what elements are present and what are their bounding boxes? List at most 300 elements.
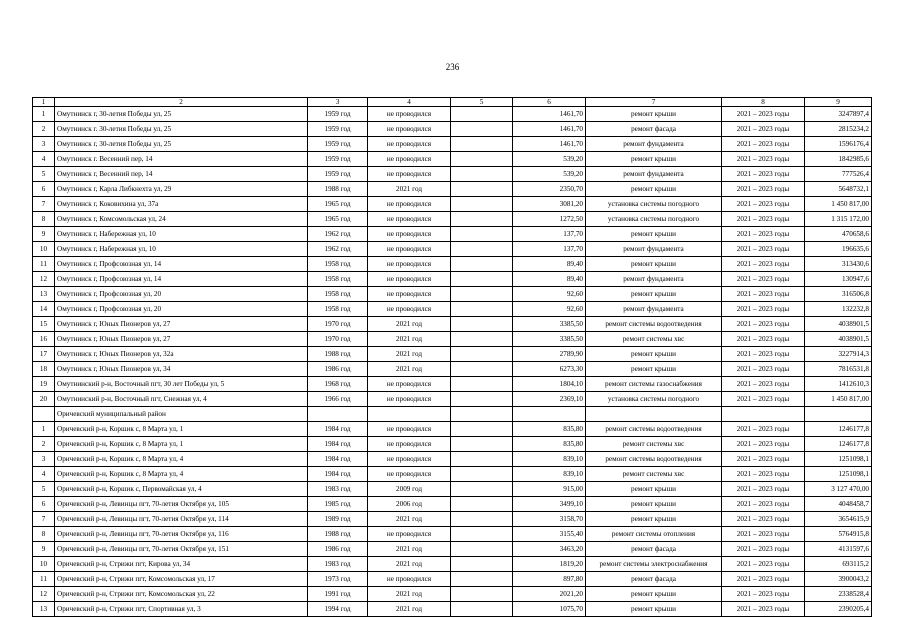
build-year-cell: 1985 год xyxy=(308,497,368,512)
area-cell: 6273,30 xyxy=(513,362,586,377)
empty-cell xyxy=(368,407,451,422)
empty-cell xyxy=(451,137,513,152)
row-number: 8 xyxy=(33,212,55,227)
address-cell: Оричевский р-н, Стрижи пгт, Комсомольская ул, 22 xyxy=(55,587,308,602)
row-number: 4 xyxy=(33,467,55,482)
build-year-cell: 1958 год xyxy=(308,257,368,272)
work-type-cell: ремонт крыши xyxy=(586,482,722,497)
build-year-cell: 1986 год xyxy=(308,542,368,557)
build-year-cell: 1959 год xyxy=(308,107,368,122)
last-overhaul-cell: 2021 год xyxy=(368,557,451,572)
column-header: 8 xyxy=(722,98,805,107)
period-cell: 2021 – 2023 годы xyxy=(722,512,805,527)
table-row xyxy=(33,347,872,362)
address-cell: Омутнинск г, Юных Пионеров ул, 34 xyxy=(55,362,308,377)
last-overhaul-cell: 2021 год xyxy=(368,542,451,557)
work-type-cell: ремонт системы водоотведения xyxy=(586,422,722,437)
work-type-cell: ремонт фасада xyxy=(586,122,722,137)
period-cell: 2021 – 2023 годы xyxy=(722,167,805,182)
last-overhaul-cell: не проводился xyxy=(368,437,451,452)
address-cell: Омутнинск г, 30-летия Победы ул, 25 xyxy=(55,137,308,152)
cost-cell: 2815234,2 xyxy=(805,122,872,137)
row-number: 9 xyxy=(33,227,55,242)
row-number: 12 xyxy=(33,272,55,287)
cost-cell: 3900043,2 xyxy=(805,572,872,587)
address-cell: Оричевский р-н, Стрижи пгт, Спортивная ул, 3 xyxy=(55,602,308,617)
last-overhaul-cell: 2009 год xyxy=(368,482,451,497)
area-cell: 2021,20 xyxy=(513,587,586,602)
empty-cell xyxy=(451,122,513,137)
work-type-cell: ремонт крыши xyxy=(586,602,722,617)
section-row xyxy=(33,407,872,422)
area-cell: 3463,20 xyxy=(513,542,586,557)
last-overhaul-cell: не проводился xyxy=(368,152,451,167)
row-number: 10 xyxy=(33,242,55,257)
period-cell: 2021 – 2023 годы xyxy=(722,542,805,557)
build-year-cell: 1988 год xyxy=(308,182,368,197)
last-overhaul-cell: не проводился xyxy=(368,212,451,227)
period-cell: 2021 – 2023 годы xyxy=(722,227,805,242)
row-number: 7 xyxy=(33,512,55,527)
build-year-cell: 1962 год xyxy=(308,242,368,257)
empty-cell xyxy=(451,527,513,542)
build-year-cell: 1984 год xyxy=(308,452,368,467)
work-type-cell: установка системы погодного xyxy=(586,392,722,407)
last-overhaul-cell: 2021 год xyxy=(368,362,451,377)
empty-cell xyxy=(451,587,513,602)
period-cell: 2021 – 2023 годы xyxy=(722,362,805,377)
cost-cell: 2390205,4 xyxy=(805,602,872,617)
table-row xyxy=(33,482,872,497)
cost-cell: 313430,6 xyxy=(805,257,872,272)
build-year-cell: 1983 год xyxy=(308,557,368,572)
period-cell: 2021 – 2023 годы xyxy=(722,152,805,167)
column-header: 3 xyxy=(308,98,368,107)
column-header: 2 xyxy=(55,98,308,107)
build-year-cell: 1984 год xyxy=(308,467,368,482)
row-number: 7 xyxy=(33,197,55,212)
work-type-cell: ремонт крыши xyxy=(586,107,722,122)
build-year-cell: 1958 год xyxy=(308,287,368,302)
work-type-cell: ремонт крыши xyxy=(586,152,722,167)
period-cell: 2021 – 2023 годы xyxy=(722,272,805,287)
area-cell: 137,70 xyxy=(513,242,586,257)
cost-cell: 1251098,1 xyxy=(805,467,872,482)
period-cell: 2021 – 2023 годы xyxy=(722,242,805,257)
period-cell: 2021 – 2023 годы xyxy=(722,377,805,392)
build-year-cell: 1991 год xyxy=(308,587,368,602)
address-cell: Омутнинск г, Профсоюзная ул, 20 xyxy=(55,287,308,302)
empty-cell xyxy=(451,257,513,272)
period-cell: 2021 – 2023 годы xyxy=(722,212,805,227)
empty-cell xyxy=(722,407,805,422)
build-year-cell: 1984 год xyxy=(308,437,368,452)
empty-cell xyxy=(451,377,513,392)
row-number: 3 xyxy=(33,137,55,152)
period-cell: 2021 – 2023 годы xyxy=(722,572,805,587)
build-year-cell: 1988 год xyxy=(308,347,368,362)
address-cell: Омутнинск г, Коковихина ул, 37а xyxy=(55,197,308,212)
empty-cell xyxy=(451,287,513,302)
empty-cell xyxy=(451,317,513,332)
cost-cell: 130947,6 xyxy=(805,272,872,287)
table-row xyxy=(33,272,872,287)
work-type-cell: ремонт системы газоснабжения xyxy=(586,377,722,392)
empty-cell xyxy=(451,572,513,587)
address-cell: Оричевский р-н, Левинцы пгт, 70-летия Октября ул, 114 xyxy=(55,512,308,527)
cost-cell: 693115,2 xyxy=(805,557,872,572)
build-year-cell: 1959 год xyxy=(308,122,368,137)
last-overhaul-cell: 2021 год xyxy=(368,602,451,617)
area-cell: 3499,10 xyxy=(513,497,586,512)
period-cell: 2021 – 2023 годы xyxy=(722,347,805,362)
row-number: 11 xyxy=(33,257,55,272)
row-number: 10 xyxy=(33,557,55,572)
cost-cell: 3247897,4 xyxy=(805,107,872,122)
build-year-cell: 1970 год xyxy=(308,332,368,347)
work-type-cell: ремонт крыши xyxy=(586,512,722,527)
row-number: 13 xyxy=(33,287,55,302)
empty-cell xyxy=(513,407,586,422)
area-cell: 92,60 xyxy=(513,302,586,317)
cost-cell: 196635,6 xyxy=(805,242,872,257)
last-overhaul-cell: 2021 год xyxy=(368,182,451,197)
address-cell: Омутнинск г, Юных Пионеров ул, 27 xyxy=(55,317,308,332)
column-number-row xyxy=(33,98,872,107)
column-header: 9 xyxy=(805,98,872,107)
table-row xyxy=(33,362,872,377)
address-cell: Омутнинск г, Профсоюзная ул, 14 xyxy=(55,257,308,272)
address-cell: Омутнинск г, Набережная ул, 10 xyxy=(55,227,308,242)
area-cell: 3158,70 xyxy=(513,512,586,527)
work-type-cell: ремонт системы отопления xyxy=(586,527,722,542)
period-cell: 2021 – 2023 годы xyxy=(722,497,805,512)
row-number: 12 xyxy=(33,587,55,602)
empty-cell xyxy=(451,602,513,617)
table-row xyxy=(33,212,872,227)
empty-cell xyxy=(451,407,513,422)
last-overhaul-cell: не проводился xyxy=(368,197,451,212)
work-type-cell: ремонт системы хвс xyxy=(586,437,722,452)
empty-cell xyxy=(451,212,513,227)
build-year-cell: 1970 год xyxy=(308,317,368,332)
period-cell: 2021 – 2023 годы xyxy=(722,422,805,437)
address-cell: Оричевский р-н, Левинцы пгт, 70-летия Октября ул, 105 xyxy=(55,497,308,512)
build-year-cell: 1988 год xyxy=(308,527,368,542)
row-number: 18 xyxy=(33,362,55,377)
table-row xyxy=(33,287,872,302)
address-cell: Омутнинск г, Карла Либкнехта ул, 29 xyxy=(55,182,308,197)
empty-cell xyxy=(308,407,368,422)
address-cell: Омутнинский р-н, Восточный пгт, 30 лет Победы ул, 5 xyxy=(55,377,308,392)
work-type-cell: ремонт крыши xyxy=(586,347,722,362)
area-cell: 3385,50 xyxy=(513,332,586,347)
empty-cell xyxy=(586,407,722,422)
address-cell: Оричевский р-н, Коршик с, 8 Марта ул, 1 xyxy=(55,437,308,452)
work-type-cell: ремонт крыши xyxy=(586,497,722,512)
cost-cell: 777526,4 xyxy=(805,167,872,182)
area-cell: 1461,70 xyxy=(513,122,586,137)
period-cell: 2021 – 2023 годы xyxy=(722,437,805,452)
table-row xyxy=(33,107,872,122)
column-header: 7 xyxy=(586,98,722,107)
work-type-cell: ремонт фундамента xyxy=(586,302,722,317)
last-overhaul-cell: 2021 год xyxy=(368,347,451,362)
address-cell: Омутнинский р-н, Восточный пгт, Снежная ул, 4 xyxy=(55,392,308,407)
address-cell: Оричевский р-н, Коршик с, 8 Марта ул, 4 xyxy=(55,467,308,482)
row-number: 6 xyxy=(33,182,55,197)
empty-cell xyxy=(451,362,513,377)
cost-cell: 132232,8 xyxy=(805,302,872,317)
row-number: 14 xyxy=(33,302,55,317)
empty-cell xyxy=(451,392,513,407)
table-row xyxy=(33,122,872,137)
work-type-cell: установка системы погодного xyxy=(586,197,722,212)
last-overhaul-cell: не проводился xyxy=(368,302,451,317)
period-cell: 2021 – 2023 годы xyxy=(722,557,805,572)
period-cell: 2021 – 2023 годы xyxy=(722,317,805,332)
area-cell: 92,60 xyxy=(513,287,586,302)
area-cell: 3385,50 xyxy=(513,317,586,332)
work-type-cell: ремонт системы электроснабжения xyxy=(586,557,722,572)
row-number: 8 xyxy=(33,527,55,542)
build-year-cell: 1973 год xyxy=(308,572,368,587)
work-type-cell: ремонт системы хвс xyxy=(586,467,722,482)
work-type-cell: установка системы погодного xyxy=(586,212,722,227)
cost-cell: 1842985,6 xyxy=(805,152,872,167)
build-year-cell: 1989 год xyxy=(308,512,368,527)
area-cell: 915,00 xyxy=(513,482,586,497)
address-cell: Оричевский р-н, Левинцы пгт, 70-летия Октября ул, 151 xyxy=(55,542,308,557)
cost-cell: 1 315 172,00 xyxy=(805,212,872,227)
empty-cell xyxy=(451,557,513,572)
cost-cell: 4038901,5 xyxy=(805,317,872,332)
cost-cell: 2338528,4 xyxy=(805,587,872,602)
table-row xyxy=(33,422,872,437)
page-number: 236 xyxy=(445,62,460,72)
last-overhaul-cell: не проводился xyxy=(368,242,451,257)
work-type-cell: ремонт фасада xyxy=(586,542,722,557)
build-year-cell: 1968 год xyxy=(308,377,368,392)
area-cell: 3081,20 xyxy=(513,197,586,212)
build-year-cell: 1966 год xyxy=(308,392,368,407)
table-row xyxy=(33,542,872,557)
table-row xyxy=(33,137,872,152)
area-cell: 3155,40 xyxy=(513,527,586,542)
table-row xyxy=(33,437,872,452)
address-cell: Омутнинск г, Юных Пионеров ул, 27 xyxy=(55,332,308,347)
area-cell: 897,80 xyxy=(513,572,586,587)
row-number: 13 xyxy=(33,602,55,617)
address-cell: Омутнинск г, Юных Пионеров ул, 32а xyxy=(55,347,308,362)
period-cell: 2021 – 2023 годы xyxy=(722,287,805,302)
period-cell: 2021 – 2023 годы xyxy=(722,467,805,482)
last-overhaul-cell: не проводился xyxy=(368,572,451,587)
column-header: 1 xyxy=(33,98,55,107)
cost-cell: 1251098,1 xyxy=(805,452,872,467)
work-type-cell: ремонт крыши xyxy=(586,257,722,272)
empty-cell xyxy=(451,197,513,212)
table-row xyxy=(33,332,872,347)
build-year-cell: 1959 год xyxy=(308,167,368,182)
area-cell: 1804,10 xyxy=(513,377,586,392)
period-cell: 2021 – 2023 годы xyxy=(722,122,805,137)
last-overhaul-cell: не проводился xyxy=(368,137,451,152)
area-cell: 835,80 xyxy=(513,437,586,452)
last-overhaul-cell: не проводился xyxy=(368,287,451,302)
row-number: 17 xyxy=(33,347,55,362)
empty-cell xyxy=(451,452,513,467)
work-type-cell: ремонт крыши xyxy=(586,287,722,302)
period-cell: 2021 – 2023 годы xyxy=(722,257,805,272)
empty-cell xyxy=(451,437,513,452)
area-cell: 1272,50 xyxy=(513,212,586,227)
address-cell: Омутнинск г, Набережная ул, 10 xyxy=(55,242,308,257)
table-row xyxy=(33,182,872,197)
build-year-cell: 1986 год xyxy=(308,362,368,377)
cost-cell: 4131597,6 xyxy=(805,542,872,557)
cost-cell: 4038901,5 xyxy=(805,332,872,347)
build-year-cell: 1962 год xyxy=(308,227,368,242)
last-overhaul-cell: не проводился xyxy=(368,167,451,182)
table-body xyxy=(33,107,872,617)
table-row xyxy=(33,317,872,332)
address-cell: Омутнинск г, Профсоюзная ул, 14 xyxy=(55,272,308,287)
last-overhaul-cell: 2021 год xyxy=(368,587,451,602)
last-overhaul-cell: не проводился xyxy=(368,107,451,122)
period-cell: 2021 – 2023 годы xyxy=(722,197,805,212)
table-row xyxy=(33,557,872,572)
table-row xyxy=(33,572,872,587)
table-row xyxy=(33,242,872,257)
work-type-cell: ремонт крыши xyxy=(586,227,722,242)
empty-cell xyxy=(451,542,513,557)
last-overhaul-cell: не проводился xyxy=(368,272,451,287)
empty-cell xyxy=(451,242,513,257)
last-overhaul-cell: 2021 год xyxy=(368,332,451,347)
build-year-cell: 1958 год xyxy=(308,272,368,287)
period-cell: 2021 – 2023 годы xyxy=(722,302,805,317)
build-year-cell: 1983 год xyxy=(308,482,368,497)
build-year-cell: 1984 год xyxy=(308,422,368,437)
row-number: 3 xyxy=(33,452,55,467)
work-type-cell: ремонт системы хвс xyxy=(586,332,722,347)
row-number: 4 xyxy=(33,152,55,167)
work-type-cell: ремонт фундамента xyxy=(586,242,722,257)
period-cell: 2021 – 2023 годы xyxy=(722,587,805,602)
row-number: 1 xyxy=(33,107,55,122)
area-cell: 1819,20 xyxy=(513,557,586,572)
empty-cell xyxy=(451,332,513,347)
empty-cell xyxy=(451,482,513,497)
period-cell: 2021 – 2023 годы xyxy=(722,527,805,542)
empty-cell xyxy=(451,422,513,437)
table-row xyxy=(33,392,872,407)
area-cell: 89,40 xyxy=(513,257,586,272)
period-cell: 2021 – 2023 годы xyxy=(722,137,805,152)
address-cell: Омутнинск г. Весенний пер, 14 xyxy=(55,152,308,167)
table-row xyxy=(33,512,872,527)
address-cell: Омутнинск г, Профсоюзная ул, 20 xyxy=(55,302,308,317)
work-type-cell: ремонт крыши xyxy=(586,587,722,602)
last-overhaul-cell: не проводился xyxy=(368,377,451,392)
empty-cell xyxy=(451,227,513,242)
cost-cell: 1246177,8 xyxy=(805,437,872,452)
period-cell: 2021 – 2023 годы xyxy=(722,482,805,497)
address-cell: Оричевский р-н, Стрижи пгт, Кирова ул, 34 xyxy=(55,557,308,572)
empty-cell xyxy=(451,497,513,512)
period-cell: 2021 – 2023 годы xyxy=(722,392,805,407)
cost-cell: 5764915,8 xyxy=(805,527,872,542)
table-row xyxy=(33,377,872,392)
work-type-cell: ремонт фундамента xyxy=(586,272,722,287)
address-cell: Омутнинск г. 30-летия Победы ул, 25 xyxy=(55,122,308,137)
area-cell: 2350,70 xyxy=(513,182,586,197)
last-overhaul-cell: 2006 год xyxy=(368,497,451,512)
cost-cell: 1412610,3 xyxy=(805,377,872,392)
row-number: 2 xyxy=(33,122,55,137)
column-header: 6 xyxy=(513,98,586,107)
empty-cell xyxy=(451,302,513,317)
last-overhaul-cell: 2021 год xyxy=(368,317,451,332)
last-overhaul-cell: не проводился xyxy=(368,422,451,437)
row-number: 19 xyxy=(33,377,55,392)
row-number: 15 xyxy=(33,317,55,332)
address-cell: Омутнинск г, 30-летия Победы ул, 25 xyxy=(55,107,308,122)
address-cell: Омутнинск г, Комсомольская ул, 24 xyxy=(55,212,308,227)
table-row xyxy=(33,197,872,212)
empty-cell xyxy=(451,182,513,197)
address-cell: Омутнинск г, Весенний пер, 14 xyxy=(55,167,308,182)
empty-cell xyxy=(451,107,513,122)
address-cell: Оричевский р-н, Левинцы пгт, 70-летия Октября ул, 116 xyxy=(55,527,308,542)
last-overhaul-cell: не проводился xyxy=(368,122,451,137)
address-cell: Оричевский р-н, Коршик с, 8 Марта ул, 1 xyxy=(55,422,308,437)
cost-cell: 3 127 470,00 xyxy=(805,482,872,497)
cost-cell: 1596176,4 xyxy=(805,137,872,152)
cost-cell: 3227914,3 xyxy=(805,347,872,362)
row-number: 16 xyxy=(33,332,55,347)
empty-cell xyxy=(451,272,513,287)
row-number: 5 xyxy=(33,167,55,182)
cost-cell: 3654615,9 xyxy=(805,512,872,527)
work-type-cell: ремонт крыши xyxy=(586,362,722,377)
area-cell: 2789,90 xyxy=(513,347,586,362)
work-type-cell: ремонт системы водоотведения xyxy=(586,317,722,332)
period-cell: 2021 – 2023 годы xyxy=(722,452,805,467)
section-title: Оричевский муниципальный район xyxy=(55,407,308,422)
cost-cell: 1246177,8 xyxy=(805,422,872,437)
period-cell: 2021 – 2023 годы xyxy=(722,332,805,347)
area-cell: 839,10 xyxy=(513,467,586,482)
table-row xyxy=(33,497,872,512)
column-header: 4 xyxy=(368,98,451,107)
area-cell: 835,80 xyxy=(513,422,586,437)
table-row xyxy=(33,452,872,467)
empty-cell xyxy=(451,467,513,482)
empty-cell xyxy=(451,347,513,362)
empty-cell xyxy=(451,152,513,167)
area-cell: 539,20 xyxy=(513,167,586,182)
empty-cell xyxy=(805,407,872,422)
table-row xyxy=(33,167,872,182)
last-overhaul-cell: не проводился xyxy=(368,392,451,407)
overhaul-table xyxy=(32,97,872,617)
cost-cell: 4048458,7 xyxy=(805,497,872,512)
address-cell: Оричевский р-н, Коршик с, 8 Марта ул, 4 xyxy=(55,452,308,467)
last-overhaul-cell: не проводился xyxy=(368,452,451,467)
row-number: 9 xyxy=(33,542,55,557)
